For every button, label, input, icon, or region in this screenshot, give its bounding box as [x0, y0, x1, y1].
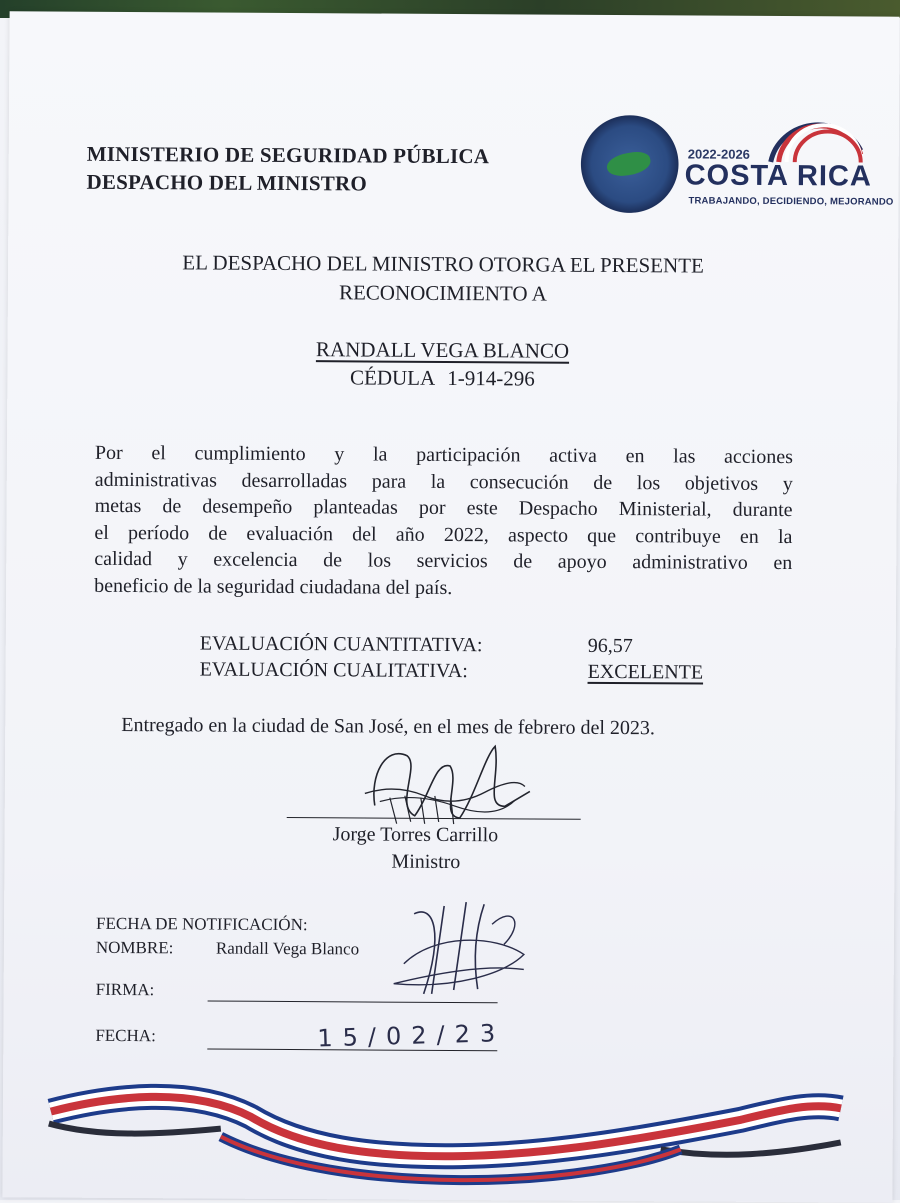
intro-line-2: RECONOCIMIENTO A — [338, 280, 547, 306]
delivery-statement: Entregado en la ciudad de San José, en el mes de febrero del 2023. — [121, 713, 656, 740]
paragraph-line: metas de desempeño planteadas por este Despacho Ministerial, durante — [94, 494, 793, 522]
qualitative-value: EXCELENTE — [587, 660, 704, 684]
certificate-page — [2, 11, 899, 1202]
date-field-label: FECHA: — [95, 1025, 156, 1046]
quantitative-value: 96,57 — [587, 634, 633, 658]
quantitative-label: EVALUACIÓN CUANTITATIVA: — [199, 632, 483, 657]
header-block — [87, 140, 490, 198]
intro-block — [8, 247, 878, 310]
recipient-name: RANDALL VEGA BLANCO — [315, 337, 570, 363]
ministry-title: MINISTERIO DE SEGURIDAD PÚBLICA — [86, 141, 490, 169]
paragraph-line: beneficio de la seguridad ciudadana del país. — [94, 574, 453, 599]
intro-line-1: EL DESPACHO DEL MINISTRO OTORGA EL PRESENTE — [182, 250, 704, 278]
brand-slogan: TRABAJANDO, DECIDIENDO, MEJORANDO — [688, 195, 894, 208]
brand-years: 2022-2026 — [687, 146, 750, 162]
handwritten-date: 15/02/23 — [317, 1019, 506, 1053]
paragraph-line: calidad y excelencia de los servicios de apoyo administrativo en — [94, 547, 793, 575]
notification-name-label: NOMBRE: — [95, 937, 174, 958]
recipient-signature-icon — [374, 894, 545, 1005]
paragraph-line: administrativas desarrolladas para la consecución de los objetivos y — [94, 468, 793, 495]
recognition-paragraph — [94, 440, 793, 603]
rainbow-arc-icon — [765, 110, 865, 167]
notification-name-value: Randall Vega Blanco — [215, 938, 360, 959]
signature-field-label: FIRMA: — [95, 979, 155, 1000]
brand-name: COSTA RICA — [684, 159, 872, 193]
paragraph-line: el período de evaluación del año 2022, aspecto que contribuye en la — [94, 521, 793, 548]
paragraph-line: Por el cumplimiento y la participación activa en las acciones — [94, 441, 793, 469]
flag-ribbon-icon — [40, 1076, 851, 1201]
office-title: DESPACHO DEL MINISTRO — [86, 169, 368, 196]
id-label: CÉDULA — [349, 365, 435, 390]
recipient-block — [7, 333, 877, 394]
id-number: 1-914-296 — [447, 365, 535, 391]
notification-date-label: FECHA DE NOTIFICACIÓN: — [96, 913, 308, 935]
qualitative-label: EVALUACIÓN CUALITATIVA: — [199, 658, 468, 683]
signatory-name: Jorge Torres Carrillo — [332, 823, 499, 847]
signatory-title: Ministro — [391, 850, 461, 874]
